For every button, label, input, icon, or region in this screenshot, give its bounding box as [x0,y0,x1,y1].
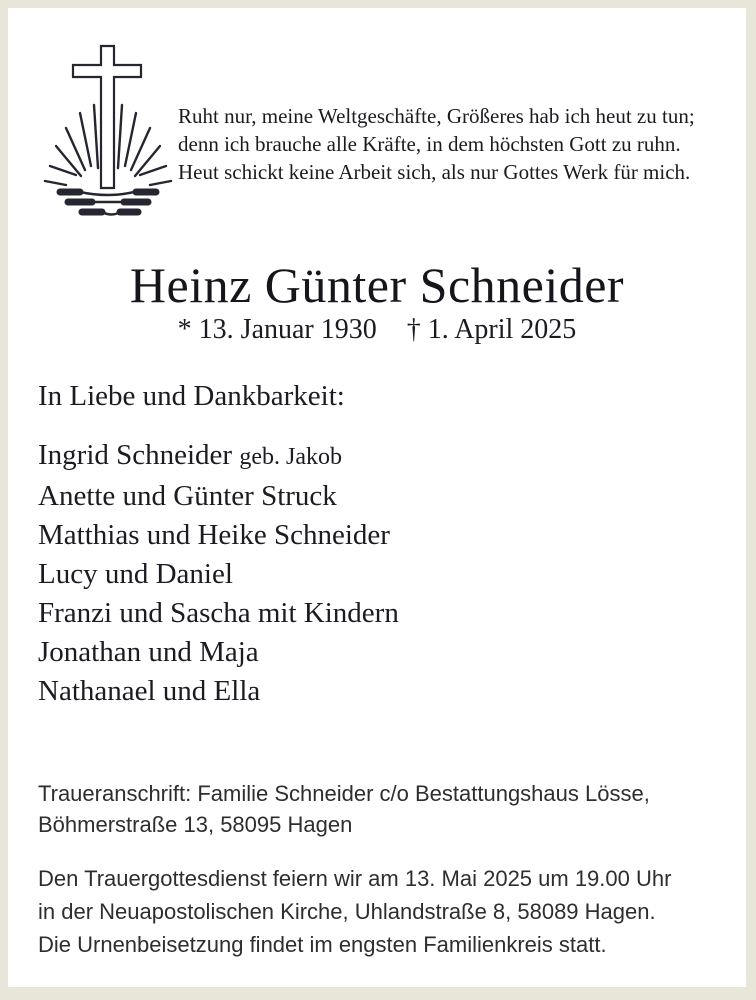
mourners-list [38,436,399,711]
mourner-name: Matthias und Heike Schneider [38,519,390,551]
deceased-name: Heinz Günter Schneider [129,257,625,313]
verse-line: denn ich brauche alle Kräfte, in dem höchsten Gott zu ruhn. [178,132,681,156]
mourner-suffix: geb. Jakob [239,444,342,470]
water-waves-icon [60,192,156,215]
mourner-name: Anette und Günter Struck [38,480,337,512]
service-line: in der Neuapostolischen Kirche, Uhlandstraße 8, 58089 Hagen. [38,899,656,924]
service-line: Die Urnenbeisetzung findet im engsten Familienkreis statt. [38,932,607,957]
verse-line: Ruht nur, meine Weltgeschäfte, Größeres hab ich heut zu tun; [178,104,695,128]
intro-line: In Liebe und Dankbarkeit: [38,380,345,412]
birth-date: * 13. Januar 1930 [177,314,377,345]
mourner-name: Jonathan und Maja [38,636,259,668]
mourner-name: Nathanael und Ella [38,675,261,707]
death-date: † 1. April 2025 [406,314,577,345]
mourning-address [38,778,650,840]
mourner-line [38,672,399,711]
mourner-line [38,477,399,516]
memorial-verse [178,102,738,186]
mourner-line [38,555,399,594]
verse-line: Heut schickt keine Arbeit sich, als nur Gottes Werk für mich. [178,160,691,184]
mourner-line [38,436,399,477]
service-info [38,862,671,961]
mourner-line [38,594,399,633]
service-line: Den Trauergottesdienst feiern wir am 13. Mai 2025 um 19.00 Uhr [38,866,672,891]
mourner-line [38,516,399,555]
mourner-name: Ingrid Schneider [38,439,233,471]
mourner-name: Lucy und Daniel [38,558,233,590]
life-dates [8,314,746,346]
mourner-line [38,633,399,672]
address-line: Böhmerstraße 13, 58095 Hagen [38,812,353,837]
mourner-name: Franzi und Sascha mit Kindern [38,597,399,629]
address-line: Traueranschrift: Familie Schneider c/o Bestattungshaus Lösse, [38,781,650,806]
obituary-paper [8,8,746,987]
